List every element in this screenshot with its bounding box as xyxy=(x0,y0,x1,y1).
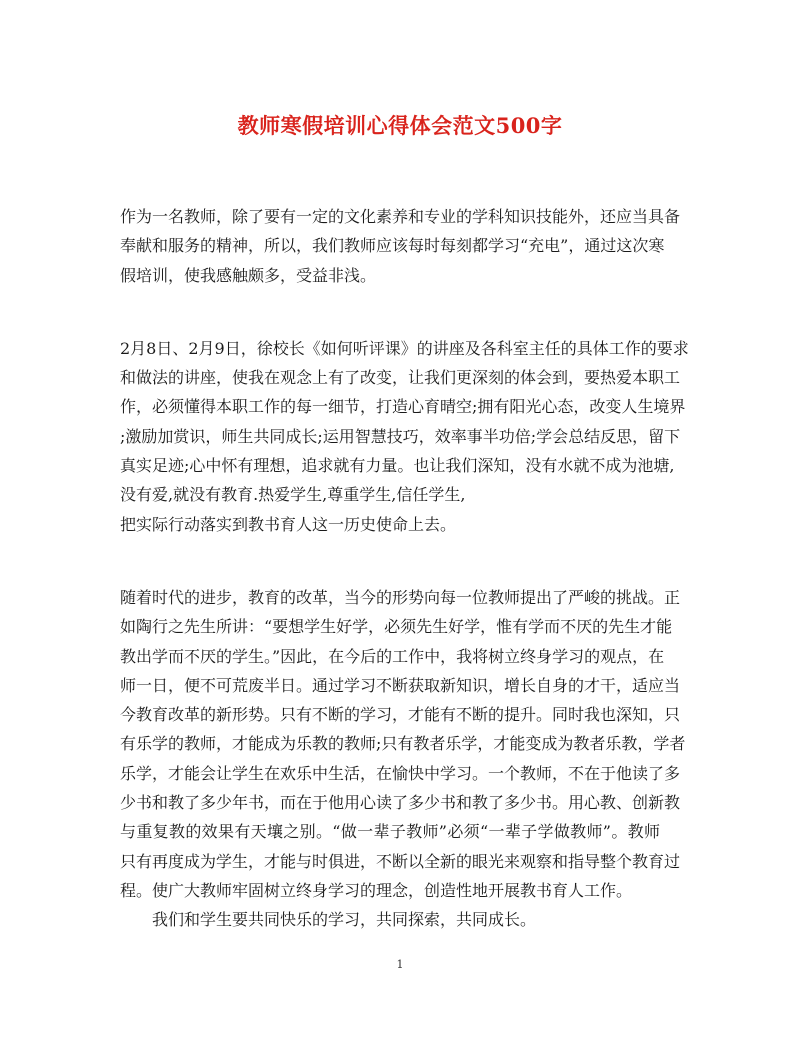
closing-paragraph xyxy=(120,905,660,934)
text-line: 乐学，才能会让学生在欢乐中生活，在愉快中学习。一个教师，不在于他读了多 xyxy=(120,763,681,783)
text-line: 如陶行之先生所讲：“要想学生好学，必须先生好学，惟有学而不厌的先生才能 xyxy=(120,617,673,637)
page-number: 1 xyxy=(396,958,404,971)
text-line: 随着时代的进步，教育的改革，当今的形势向每一位教师提出了严峻的挑战。正 xyxy=(120,587,681,607)
paragraph-3 xyxy=(120,583,686,905)
text-line: 只有再度成为学生，才能与时俱进，不断以全新的眼光来观察和指导整个教育过 xyxy=(120,851,681,871)
text-line: 假培训，使我感触颇多，受益非浅。 xyxy=(120,265,377,285)
text-line: 我们和学生要共同快乐的学习，共同探索，共同成长。 xyxy=(152,910,537,930)
paragraph-2 xyxy=(120,334,689,539)
text-line: 今教育改革的新形势。只有不断的学习，才能有不断的提升。同时我也深知，只 xyxy=(120,705,681,725)
text-line: 2月8日、2月9日，徐校长《如何听评课》的讲座及各科室主任的具体工作的要求 xyxy=(120,338,689,358)
document-body xyxy=(120,202,689,935)
paragraph-gap xyxy=(120,290,660,334)
text-line: 教出学而不厌的学生。”因此，在今后的工作中，我将树立终身学习的观点，在 xyxy=(120,646,665,666)
document-title: 教师寒假培训心得体会范文500字 xyxy=(237,113,563,138)
text-line: 程。使广大教师牢固树立终身学习的理念，创造性地开展教书育人工作。 xyxy=(120,880,633,900)
paragraph-gap xyxy=(120,539,660,583)
text-line: 师一日，便不可荒废半日。通过学习不断获取新知识，增长自身的才干，适应当 xyxy=(120,675,681,695)
text-line: 和做法的讲座，使我在观念上有了改变，让我们更深刻的体会到，要热爱本职工 xyxy=(120,368,681,388)
text-line: 有乐学的教师，才能成为乐教的教师;只有教者乐学，才能变成为教者乐教，学者 xyxy=(120,734,686,754)
text-line: 没有爱,就没有教育.热爱学生,尊重学生,信任学生, xyxy=(120,485,466,505)
text-line: ;激励加赏识，师生共同成长;运用智慧技巧，效率事半功倍;学会总结反思，留下 xyxy=(120,426,681,446)
text-line: 与重复教的效果有天壤之别。“做一辈子教师”必须“一辈子学做教师”。教师 xyxy=(120,822,660,842)
paragraph-1 xyxy=(120,202,681,290)
text-line: 奉献和服务的精神，所以，我们教师应该每时每刻都学习“充电”，通过这次寒 xyxy=(120,236,665,256)
text-line: 真实足迹;心中怀有理想，追求就有力量。也让我们深知，没有水就不成为池塘, xyxy=(120,456,675,476)
text-line: 把实际行动落实到教书育人这一历史使命上去。 xyxy=(120,514,457,534)
text-line: 作，必须懂得本职工作的每一细节，打造心育晴空;拥有阳光心态，改变人生境界 xyxy=(120,397,686,417)
text-line: 少书和教了多少年书，而在于他用心读了多少书和教了多少书。用心教、创新教 xyxy=(120,793,681,813)
text-line: 作为一名教师，除了要有一定的文化素养和专业的学科知识技能外，还应当具备 xyxy=(120,207,681,226)
